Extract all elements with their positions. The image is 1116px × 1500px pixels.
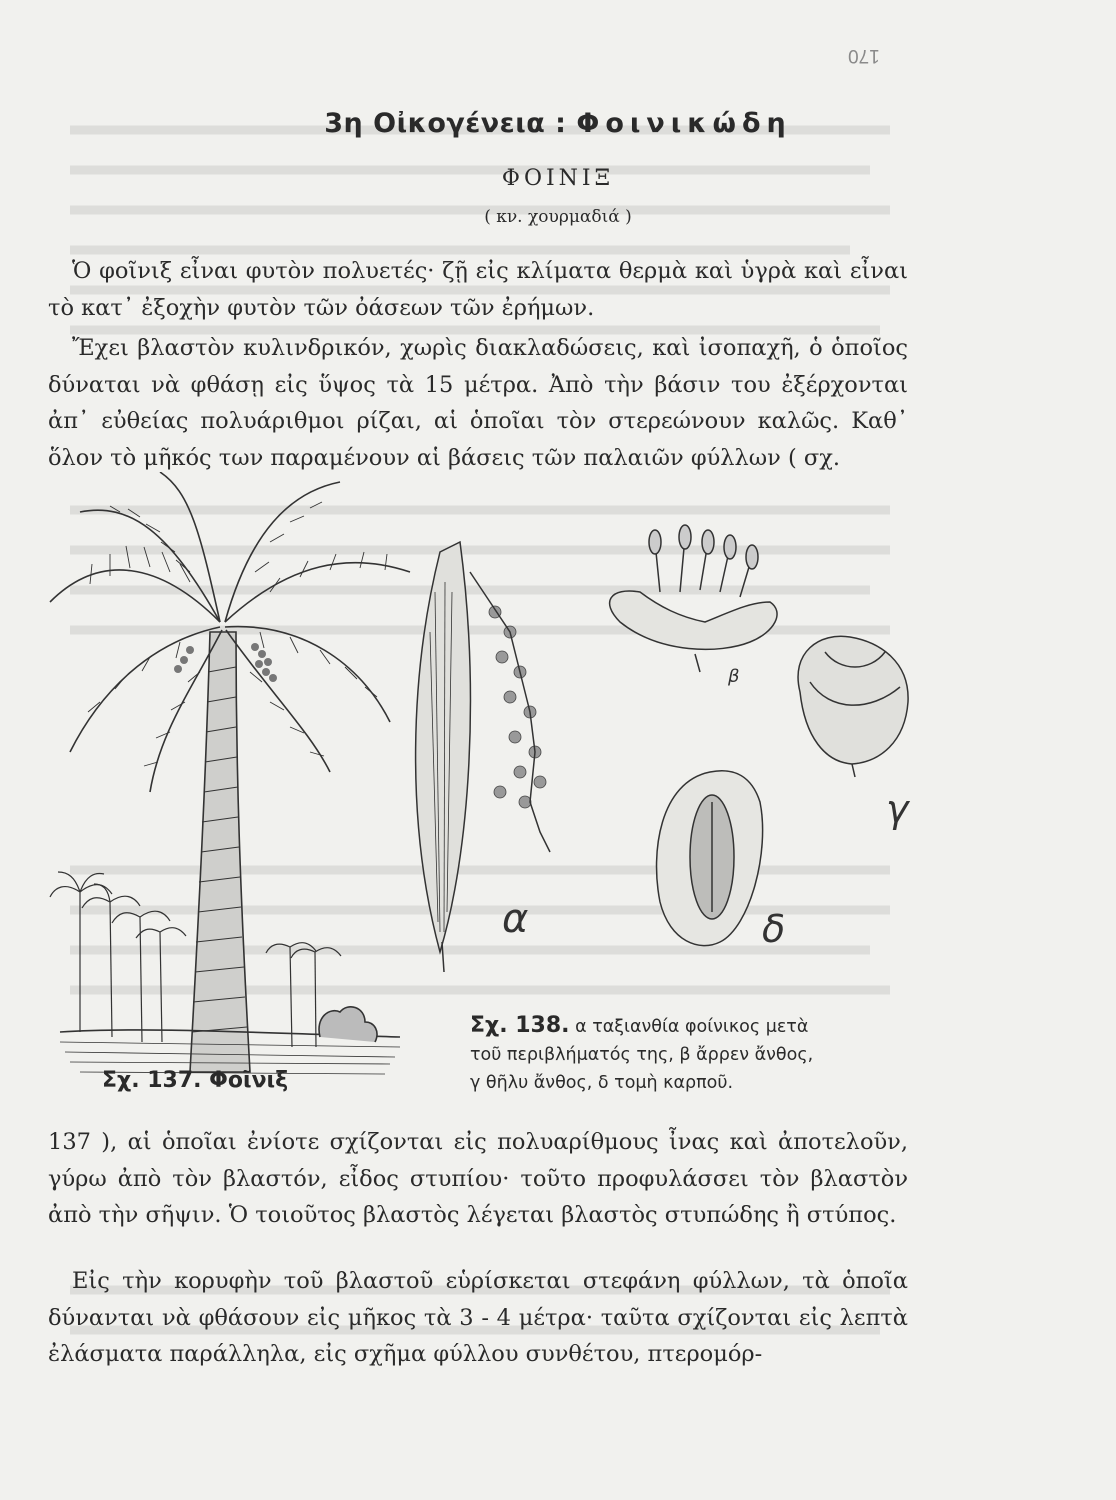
- paragraph-text: Ἔχει βλαστὸν κυλινδρικόν, χωρὶς διακλαδώσεις, καὶ ἰσοπαχῆ, ὁ ὁποῖος δύναται νὰ φθάσῃ εἰς ὕψος τὰ 15 μέτρα. Ἀπὸ τὴν βάσιν του ἐξέρχονται ἀπ᾽ εὐθείας πολυάριθμοι ρίζαι, αἱ ὁποῖαι τὸν στερεώνουν καλῶς. Καθ᾽ ὅλον τὸ μῆκός των παραμένουν αἱ βάσεις τῶν παλαιῶν φύλλων ( σχ.: [48, 335, 908, 471]
- heading-family-name: Φοινικώδη: [576, 108, 792, 139]
- palm-tree-illustration: [50, 472, 410, 1074]
- female-flower-illustration: [798, 636, 908, 777]
- paragraph-stem: [48, 330, 908, 476]
- paragraph-text: Ὁ φοῖνιξ εἶναι φυτὸν πολυετές· ζῇ εἰς κλίματα θερμὰ καὶ ὑγρὰ καὶ εἶναι τὸ κατ᾽ ἐξοχὴν φυτὸν τῶν ὀάσεων τῶν ἐρήμων.: [48, 258, 908, 321]
- caption-line: τοῦ περιβλήματός της, β ἄρρεν ἄνθος,: [470, 1045, 814, 1065]
- paragraph-intro: [48, 253, 908, 326]
- paragraph-leaves: [48, 1263, 908, 1373]
- heading-prefix: 3η Οἰκογένεια :: [324, 108, 577, 139]
- plant-title: ΦΟΙΝΙΞ: [501, 166, 615, 191]
- figure-138-number: Σχ. 138.: [470, 1013, 570, 1038]
- label-alpha: α: [502, 896, 529, 942]
- label-gamma: γ: [886, 787, 909, 831]
- caption-line: γ θῆλυ ἄνθος, δ τομὴ καρποῦ.: [470, 1073, 734, 1093]
- figure-138-caption: [470, 1012, 890, 1097]
- paragraph-fibres: [48, 1124, 908, 1234]
- caption-line: [470, 1012, 890, 1041]
- label-beta: β: [728, 666, 740, 687]
- paragraph-text: 137 ), αἱ ὁποῖαι ἐνίοτε σχίζονται εἰς πολυαρίθμους ἶνας καὶ ἀποτελοῦν, γύρω ἀπὸ τὸν βλαστόν, εἶδος στυπίου· τοῦτο προφυλάσσει τὸν βλαστὸν ἀπὸ τὴν σῆψιν. Ὁ τοιοῦτος βλαστὸς λέγεται βλαστὸς στυπώδης ἢ στύπος.: [48, 1129, 908, 1229]
- section-heading: [0, 108, 1116, 139]
- fruit-section-illustration: [657, 771, 763, 946]
- figure-137-caption: Σχ. 137. Φοῖνιξ: [102, 1068, 289, 1093]
- male-flower-illustration: [610, 525, 777, 672]
- paragraph-text: Εἰς τὴν κορυφὴν τοῦ βλαστοῦ εὑρίσκεται στεφάνη φύλλων, τὰ ὁποῖα δύνανται νὰ φθάσουν εἰς μῆκος τὰ 3 - 4 μέτρα· ταῦτα σχίζονται εἰς λεπτὰ ἐλάσματα παράλληλα, εἰς σχῆμα φύλλου συνθέτου, πτερομόρ-: [48, 1268, 908, 1368]
- common-name: ( κν. χουρμαδιά ): [484, 207, 632, 227]
- inflorescence-illustration: [416, 542, 550, 972]
- page-number: 170: [848, 45, 880, 66]
- label-delta: δ: [762, 907, 786, 951]
- caption-text: α ταξιανθία φοίνικος μετὰ: [575, 1017, 809, 1037]
